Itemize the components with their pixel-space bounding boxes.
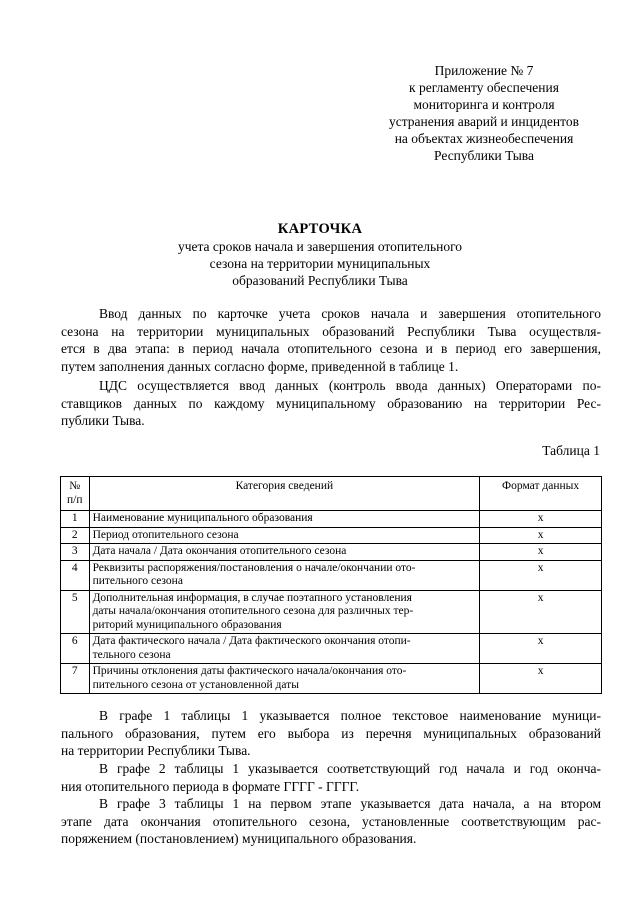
notes-paragraph-2 bbox=[61, 760, 601, 795]
row-format: x bbox=[480, 560, 602, 590]
paragraph-line: ется в два этапа: в период начала отопительного сезона и в период его завершения, bbox=[61, 341, 601, 356]
row-category bbox=[89, 527, 480, 544]
category-line: пительного сезона bbox=[92, 575, 183, 587]
paragraph-line: Ввод данных по карточке учета сроков начала и завершения отопительного bbox=[99, 306, 601, 321]
table-row bbox=[61, 527, 602, 544]
appendix-line: Приложение № 7 bbox=[434, 63, 534, 78]
row-format: x bbox=[480, 544, 602, 561]
row-number: 6 bbox=[61, 634, 90, 664]
table-row bbox=[61, 664, 602, 694]
table-row bbox=[61, 634, 602, 664]
table-header-row bbox=[61, 477, 602, 511]
category-line: пительного сезона от установленной даты bbox=[92, 678, 299, 691]
row-number: 5 bbox=[61, 590, 90, 634]
category-line: Наименование муниципального образования bbox=[92, 512, 313, 524]
row-category bbox=[89, 511, 480, 528]
document-subtitle bbox=[0, 238, 640, 289]
notes-paragraph-1 bbox=[61, 707, 601, 760]
category-line: даты начала/окончания отопительного сезона для различных тер- bbox=[92, 605, 414, 617]
category-line: Дополнительная информация, в случае поэтапного установления bbox=[92, 591, 412, 604]
row-format: x bbox=[480, 590, 602, 634]
row-number: 4 bbox=[61, 560, 90, 590]
paragraph-line: сезона на территории муниципальных образований Республики Тыва осуществля- bbox=[61, 323, 601, 339]
row-category bbox=[89, 544, 480, 561]
table-row bbox=[61, 590, 602, 634]
paragraph-line: публики Тыва. bbox=[61, 413, 145, 428]
category-line: риторий муниципального образования bbox=[92, 618, 282, 631]
category-line: Реквизиты распоряжения/постановления о начале/окончании ото- bbox=[92, 561, 416, 574]
intro-paragraph-2 bbox=[61, 377, 601, 430]
row-category bbox=[89, 634, 480, 664]
paragraph-line: пального образования, путем его выбора из перечня муниципальных образований bbox=[61, 725, 601, 741]
table-row bbox=[61, 544, 602, 561]
row-category bbox=[89, 590, 480, 634]
row-category bbox=[89, 560, 480, 590]
paragraph-line: этапе дата окончания отопительного сезона, установленные соответствующим рас- bbox=[61, 813, 601, 829]
appendix-line: устранения аварий и инцидентов bbox=[389, 114, 579, 129]
row-format: x bbox=[480, 634, 602, 664]
header-category: Категория сведений bbox=[89, 477, 480, 511]
subtitle-line: сезона на территории муниципальных bbox=[209, 256, 431, 271]
paragraph-line: поряжением (постановлением) муниципального образования. bbox=[61, 831, 417, 846]
paragraph-line: путем заполнения данных согласно форме, приведенной в таблице 1. bbox=[61, 358, 459, 374]
row-category bbox=[89, 664, 480, 694]
appendix-line: на объектах жизнеобеспечения bbox=[394, 131, 574, 146]
row-number: 2 bbox=[61, 527, 90, 544]
table-row bbox=[61, 560, 602, 590]
row-format: x bbox=[480, 511, 602, 528]
appendix-header bbox=[378, 62, 590, 164]
notes-paragraph-3 bbox=[61, 795, 601, 848]
appendix-line: Республики Тыва bbox=[434, 148, 534, 163]
paragraph-line: В графе 1 таблицы 1 указывается полное текстовое наименование муници- bbox=[99, 708, 601, 723]
paragraph-line: В графе 3 таблицы 1 на первом этапе указывается дата начала, а на втором bbox=[99, 796, 601, 811]
header-format: Формат данных bbox=[480, 477, 602, 511]
table-label: Таблица 1 bbox=[542, 443, 600, 458]
paragraph-line: ния отопительного периода в формате ГГГГ - ГГГГ. bbox=[61, 778, 360, 794]
category-line: Дата фактического начала / Дата фактического окончания отопи- bbox=[92, 635, 411, 647]
row-format: x bbox=[480, 527, 602, 544]
row-number: 3 bbox=[61, 544, 90, 561]
appendix-line: к регламенту обеспечения bbox=[409, 80, 559, 95]
subtitle-line: учета сроков начала и завершения отопительного bbox=[177, 239, 463, 254]
row-number: 7 bbox=[61, 664, 90, 694]
category-line: Причины отклонения даты фактического начала/окончания ото- bbox=[92, 665, 407, 677]
header-number: № п/п bbox=[61, 477, 90, 511]
paragraph-line: В графе 2 таблицы 1 указывается соответствующий год начала и год оконча- bbox=[99, 761, 601, 776]
category-line: тельного сезона bbox=[92, 648, 171, 661]
row-format: x bbox=[480, 664, 602, 694]
document-title: КАРТОЧКА bbox=[277, 221, 363, 237]
paragraph-line: ЦДС осуществляется ввод данных (контроль ввода данных) Операторами по- bbox=[99, 378, 601, 393]
data-table bbox=[60, 476, 602, 694]
category-line: Период отопительного сезона bbox=[92, 528, 239, 541]
paragraph-line: ставщиков данных по каждому муниципальному образованию на территории Рес- bbox=[61, 395, 601, 411]
appendix-line: мониторинга и контроля bbox=[413, 97, 555, 112]
subtitle-line: образований Республики Тыва bbox=[232, 273, 408, 288]
intro-paragraph-1 bbox=[61, 305, 601, 375]
paragraph-line: на территории Республики Тыва. bbox=[61, 743, 251, 758]
table-row bbox=[61, 511, 602, 528]
category-line: Дата начала / Дата окончания отопительного сезона bbox=[92, 545, 347, 557]
row-number: 1 bbox=[61, 511, 90, 528]
